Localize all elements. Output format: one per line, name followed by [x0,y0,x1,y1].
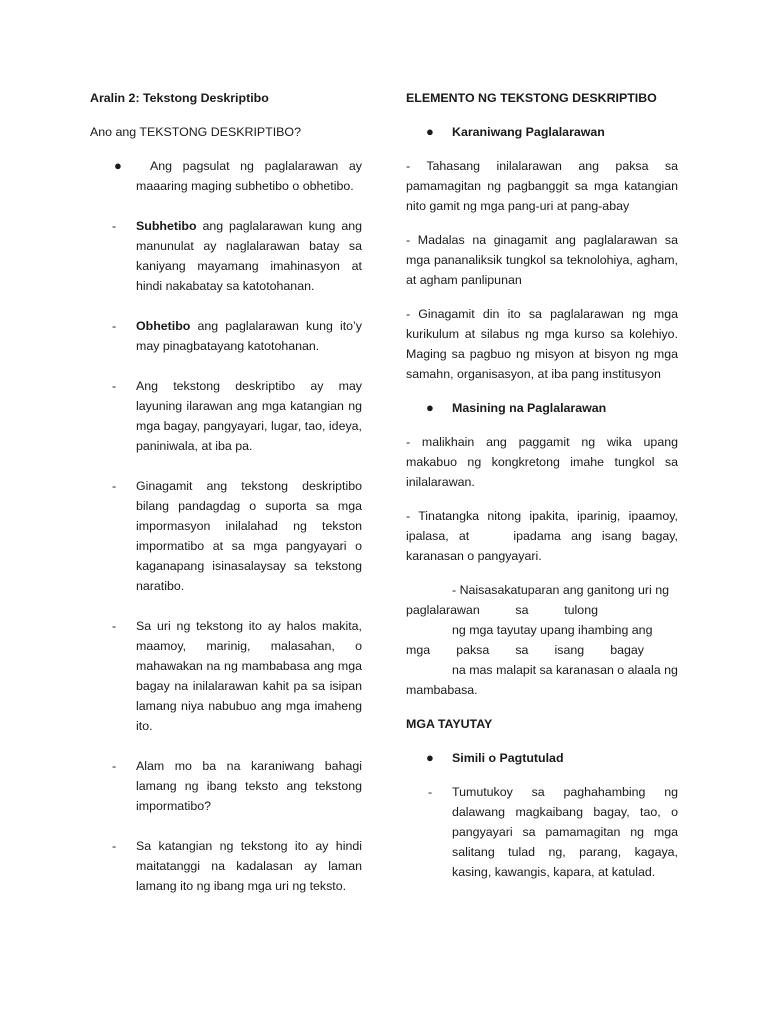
list-item-text: Sa katangian ng tekstong ito ay hindi maitatanggi na kadalasan ay laman lamang ito ng ibang mga uri ng teksto. [136,839,362,893]
word: tulong [564,603,598,617]
bullet-marker: ● [426,400,434,415]
dash-marker: - [112,319,117,333]
bullet-heading [406,122,678,142]
list-item [90,156,362,196]
paragraph-line: mambabasa. [406,683,478,697]
paragraph-line [406,640,678,660]
bullet-heading-label: Masining na Paglalarawan [452,401,607,415]
list-item [90,476,362,596]
paragraph-line: - Naisasakatuparan ang ganitong uri ng [452,583,669,597]
list-item [90,376,362,456]
dash-marker: - [428,785,433,799]
paragraph-line [406,600,678,620]
word: sa [515,603,529,617]
section-question: Ano ang TEKSTONG DESKRIPTIBO? [90,125,301,139]
dash-marker: - [112,479,117,493]
list-item-text: Ang pagsulat ng paglalarawan ay maaaring maging subhetibo o obhetibo. [136,159,362,193]
list-item [90,316,362,356]
list-item [90,756,362,816]
dash-marker: - [112,379,117,393]
paragraph-part: - Tinatangka nitong ipakita, iparinig, ipaamoy, ipalasa, at [406,509,678,543]
word: paksa [456,643,490,657]
paragraph: - Madalas na ginagamit ang paglalarawan sa mga pananaliksik tungkol sa teknolohiya, agham, at agham panlipunan [406,233,678,287]
list-item-text: Ginagamit ang tekstong deskriptibo bilang pandagdag o suporta sa mga impormasyon inilalahad ng tekston impormatibo at sa mga pangyayari o kaganapang isinasalaysay sa tekstong naratibo. [136,479,362,593]
list-item-text: Sa uri ng tekstong ito ay halos makita, maamoy, marinig, malasahan, o mahawakan na ng mambabasa ang mga bagay na inilalarawan kahit pa sa isipan lamang niya nabubuo ang mga imaheng ito. [136,619,362,733]
paragraph-part: ipadama ang isang bagay, karanasan o pangyayari. [406,529,678,563]
bullet-heading [406,398,678,418]
list-item-text: ang paglalarawan kung ito’y may pinagbatayang katotohanan. [136,319,362,353]
list-item [406,782,678,882]
paragraph: - Tahasang inilalarawan ang paksa sa pamamagitan ng pagbanggit sa mga katangian nito gamit ng mga pang-uri at pang-abay [406,159,678,213]
list-item [90,836,362,896]
bullet-marker: ● [426,124,434,139]
tayutay-title: MGA TAYUTAY [406,717,493,731]
paragraph: - Ginagamit din ito sa paglalarawan ng mga kurikulum at silabus ng mga kurso sa kolehiyo. Maging sa pagbuo ng misyon at bisyon ng mga samahn, organisasyon, at iba pang institusyon [406,307,678,381]
word: sa [515,643,529,657]
bullet-heading [406,748,678,768]
dash-marker: - [112,759,117,773]
paragraph [406,506,678,566]
paragraph-line: na mas malapit sa karanasan o alaala ng [452,663,678,677]
list-item [90,616,362,736]
dash-marker: - [112,619,117,633]
paragraph: - malikhain ang paggamit ng wika upang makabuo ng kongkretong imahe tungkol sa inilalarawan. [406,435,678,489]
bullet-heading-label: Karaniwang Paglalarawan [452,125,605,139]
word: bagay [610,643,644,657]
lesson-title: Aralin 2: Tekstong Deskriptibo [90,91,269,105]
word: mga [406,643,431,657]
list-item-text: Ang tekstong deskriptibo ay may layuning ilarawan ang mga katangian ng mga bagay, pangyayari, lugar, tao, ideya, paniniwala, at iba pa. [136,379,362,453]
list-item-text: Alam mo ba na karaniwang bahagi lamang ng ibang teksto ang tekstong impormatibo? [136,759,362,813]
bullet-marker: ● [426,750,434,765]
dash-marker: - [112,839,117,853]
right-column [406,88,678,896]
paragraph [406,580,678,700]
list-item [90,216,362,296]
left-column [90,88,362,916]
word: isang [554,643,585,657]
paragraph-line: ng mga tayutay upang ihambing ang [452,623,653,637]
bullet-heading-label: Simili o Pagtutulad [452,751,564,765]
bullet-marker: ● [114,158,122,173]
term-obhetibo: Obhetibo [136,319,191,333]
list-item-text: Tumutukoy sa paghahambing ng dalawang magkaibang bagay, tao, o pangyayari sa pamamagitan ng mga salitang tulad ng, parang, kagaya, kasing, kawangis, kapara, at katulad. [452,785,678,879]
list-item-text: ang paglalarawan kung ang manunulat ay naglalarawan batay sa kaniyang mayamang imahinasyon at hindi nakabatay sa katotohanan. [136,219,362,293]
word: paglalarawan [406,603,480,617]
elements-title: ELEMENTO NG TEKSTONG DESKRIPTIBO [406,91,657,105]
dash-marker: - [112,219,117,233]
term-subhetibo: Subhetibo [136,219,197,233]
